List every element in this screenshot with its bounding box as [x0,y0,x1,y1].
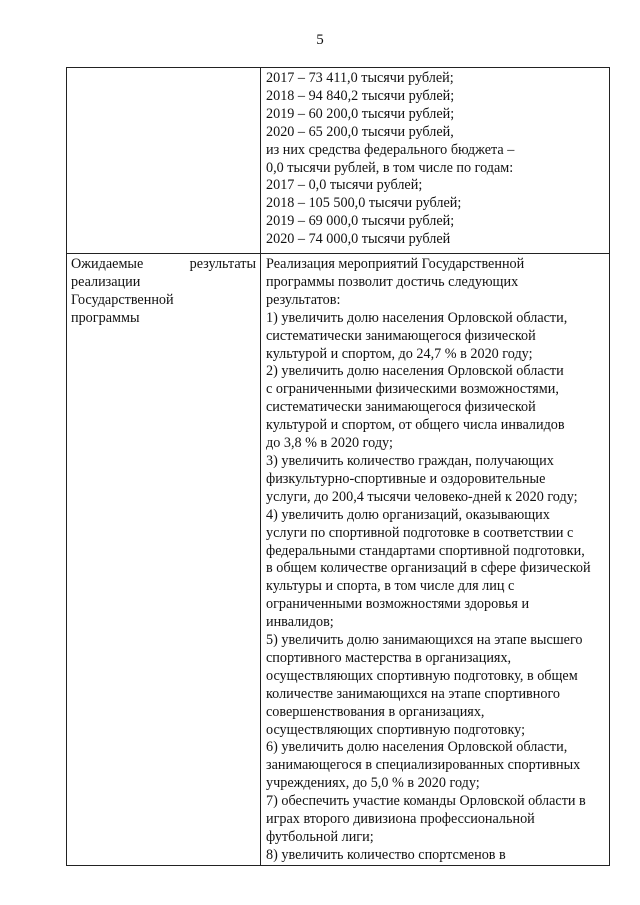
text-line: футбольной лиги; [266,829,374,845]
text-line: из них средства федерального бюджета – [266,141,515,158]
text-line: 2019 – 60 200,0 тысячи рублей; [266,105,455,122]
text-line: играх второго дивизиона профессиональной [266,811,535,828]
text-line: федеральными стандартами спортивной подготовки, [266,542,585,559]
label-line: программы [71,309,140,326]
text-line: культурой и спортом, от общего числа инвалидов [266,417,565,434]
text-line: инвалидов; [266,614,334,631]
text-line: услуги, до 200,4 тысячи человеко-дней к 2020 году; [266,488,578,505]
text-line: в общем количестве организаций в сфере физической [266,560,591,577]
text-line: систематически занимающегося физической [266,399,536,416]
text-line: осуществляющих спортивную подготовку; [266,721,526,738]
label-line: реализации [71,273,141,290]
table-row-financing [67,68,610,254]
text-line: культуры и спорта, в том числе для лиц с [266,578,515,595]
table-row-expected-results [67,254,610,866]
text-line: систематически занимающегося физической [266,327,536,344]
label-word: результаты [189,256,256,272]
text-line: 5) увеличить долю занимающихся на этапе высшего [266,632,583,649]
text-line: 3) увеличить количество граждан, получающих [266,452,554,469]
text-line: 2019 – 69 000,0 тысячи рублей; [266,213,455,230]
row1-value-cell [261,68,610,254]
text-line: до 3,8 % в 2020 году; [266,435,393,452]
text-line: 2018 – 105 500,0 тысячи рублей; [266,195,462,212]
text-line: ограниченными возможностями здоровья и [266,596,530,613]
label-line: Государственной [71,291,174,308]
text-line: 8) увеличить количество спортсменов в [266,846,506,863]
text-line: 7) обеспечить участие команды Орловской области в [266,793,586,810]
page-number: 5 [316,32,324,48]
text-line: 2) увеличить долю населения Орловской области [266,363,564,380]
text-line: занимающегося в специализированных спортивных [266,757,581,774]
row1-label-cell [67,68,261,254]
text-line: 6) увеличить долю населения Орловской области, [266,739,568,756]
text-line: 4) увеличить долю организаций, оказывающих [266,506,550,523]
row2-value-cell [261,254,610,866]
text-line: 0,0 тысячи рублей, в том числе по годам: [266,159,514,176]
label-line [71,256,256,274]
program-passport-table [66,67,610,866]
text-line: осуществляющих спортивную подготовку, в общем [266,667,578,684]
text-line: учреждениях, до 5,0 % в 2020 году; [266,775,480,792]
text-line: программы позволит достичь следующих [266,273,519,290]
text-line: 2017 – 73 411,0 тысячи рублей; [266,70,454,86]
text-line: результатов: [266,291,341,308]
text-line: совершенствования в организациях, [266,703,485,720]
text-line: культурой и спортом, до 24,7 % в 2020 году; [266,345,533,362]
text-line: 1) увеличить долю населения Орловской области, [266,309,568,326]
text-line: количестве занимающихся на этапе спортивного [266,685,561,702]
text-line: услуги по спортивной подготовке в соответствии с [266,524,574,541]
text-line: Реализация мероприятий Государственной [266,256,525,272]
text-line: 2020 – 74 000,0 тысячи рублей [266,231,451,248]
text-line: 2018 – 94 840,2 тысячи рублей; [266,87,455,104]
text-line: 2020 – 65 200,0 тысячи рублей, [266,123,454,140]
row2-label-cell [67,254,261,866]
text-line: физкультурно-спортивные и оздоровительные [266,470,546,487]
text-line: с ограниченными физическими возможностями, [266,381,559,398]
text-line: 2017 – 0,0 тысячи рублей; [266,177,423,194]
label-word: Ожидаемые [71,256,144,272]
text-line: спортивного мастерства в организациях, [266,649,512,666]
